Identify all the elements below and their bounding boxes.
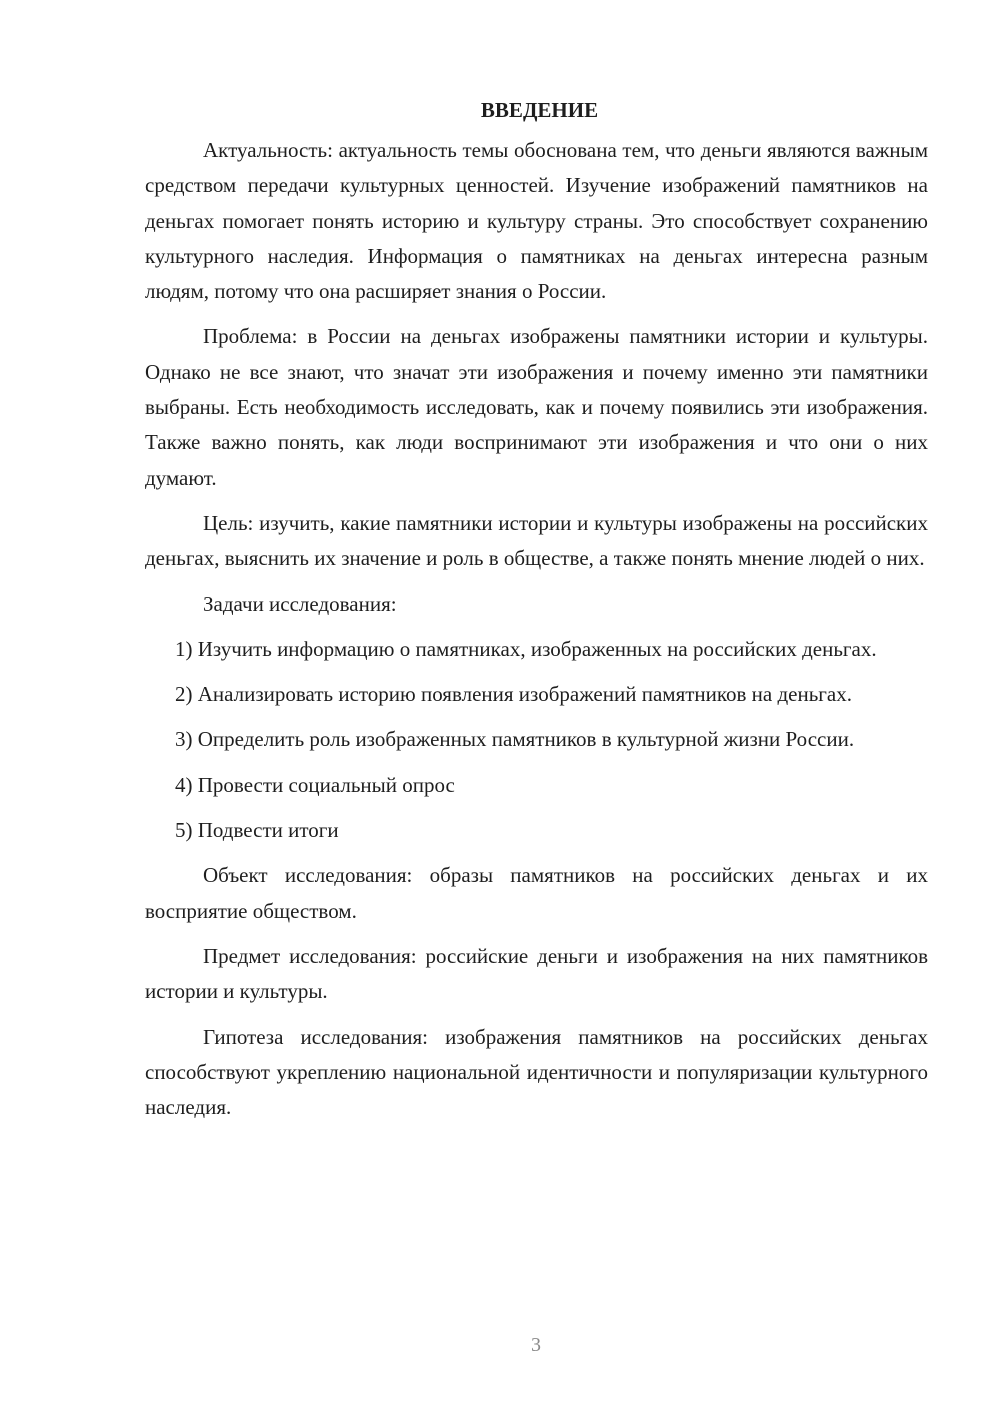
relevance-paragraph: Актуальность: актуальность темы обоснована тем, что деньги являются важным средством передачи культурных ценностей. Изучение изображений памятников на деньгах помогает понять историю и культуру страны. Это способствует сохранению культурного наследия. Информация о памятниках на деньгах интересна разным людям, потому что она расширяет знания о России. [145, 138, 928, 304]
task-item: 2) Анализировать историю появления изображений памятников на деньгах. [175, 682, 852, 707]
section-title: ВВЕДЕНИЕ [480, 98, 599, 122]
task-item: 4) Провести социальный опрос [175, 772, 455, 797]
page-number: 3 [531, 1334, 541, 1356]
goal-paragraph: Цель: изучить, какие памятники истории и культуры изображены на российских деньгах, выяснить их значение и роль в обществе, а также понять мнение людей о них. [145, 510, 928, 571]
task-item: 3) Определить роль изображенных памятников в культурной жизни России. [175, 727, 855, 752]
tasks-heading: Задачи исследования: [203, 591, 397, 616]
task-item: 1) Изучить информацию о памятниках, изображенных на российских деньгах. [175, 636, 877, 661]
object-paragraph: Объект исследования: образы памятников на российских деньгах и их восприятие обществом. [145, 863, 928, 923]
hypothesis-paragraph: Гипотеза исследования: изображения памятников на российских деньгах способствуют укреплению национальной идентичности и популяризации культурного наследия. [145, 1024, 928, 1120]
problem-paragraph: Проблема: в России на деньгах изображены памятники истории и культуры. Однако не все знают, что значат эти изображения и почему именно эти памятники выбраны. Есть необходимость исследовать, как и почему появились эти изображения. Также важно понять, как люди воспринимают эти изображения и что они о них думают. [145, 324, 928, 490]
task-item: 5) Подвести итоги [175, 818, 339, 843]
document-page [145, 95, 928, 1135]
subject-paragraph: Предмет исследования: российские деньги и изображения на них памятников истории и культуры. [145, 943, 928, 1004]
